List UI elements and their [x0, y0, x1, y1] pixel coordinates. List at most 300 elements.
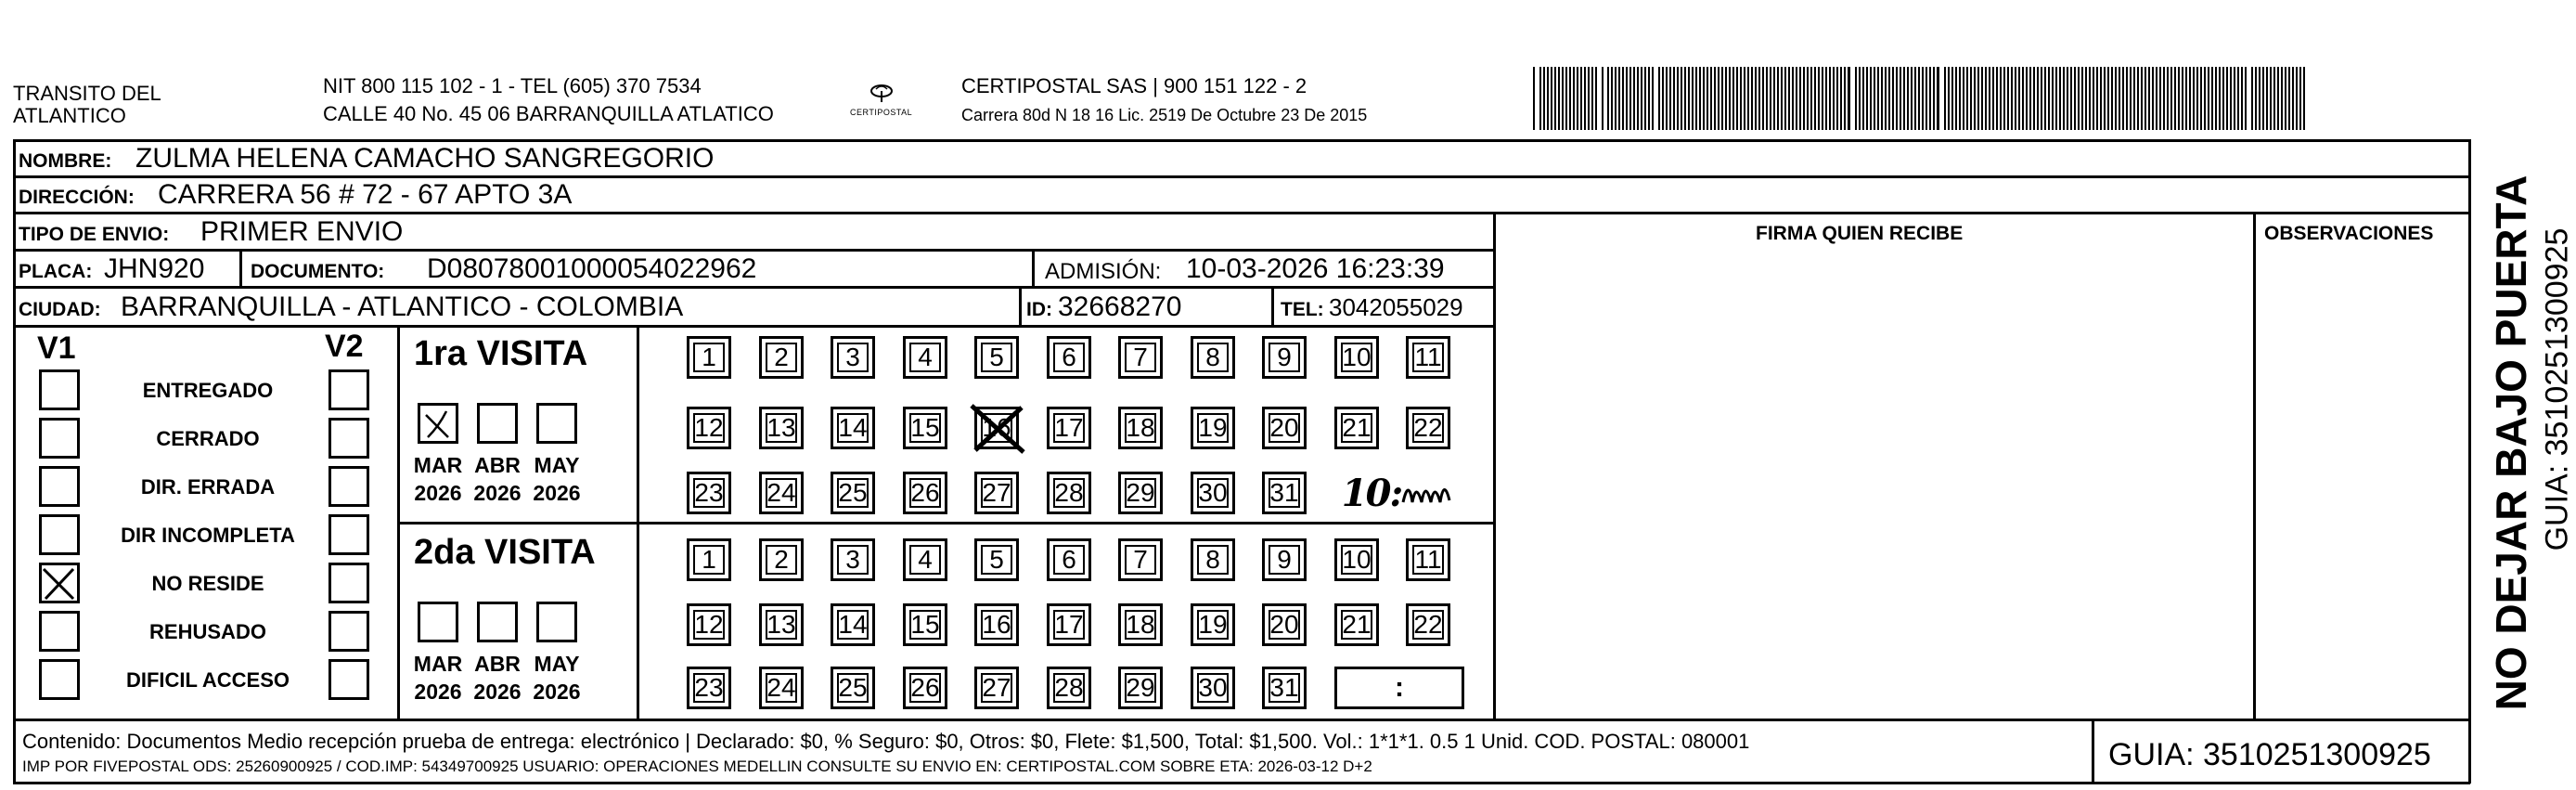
day-number: 11 — [1414, 545, 1442, 574]
v2-checkbox[interactable] — [328, 418, 369, 459]
barcode-bar — [2219, 67, 2221, 130]
month-year: 2026 — [533, 481, 581, 505]
barcode-bar — [1955, 67, 1957, 130]
barcode-bar — [2296, 67, 2298, 130]
barcode-bar — [2170, 67, 2172, 130]
barcode-bar — [1569, 67, 1571, 130]
barcode-bar — [1777, 67, 1779, 130]
barcode-bar — [1862, 67, 1864, 130]
first-visit-day-box[interactable] — [974, 336, 1019, 379]
day-number: 8 — [1205, 545, 1220, 574]
v1-checkbox[interactable] — [39, 369, 80, 410]
barcode-bar — [1584, 67, 1586, 130]
barcode-bar — [1580, 67, 1582, 130]
barcode-bar — [1963, 67, 1964, 130]
first-visit-day-box[interactable] — [1406, 407, 1450, 449]
handwriting-scribble — [1401, 474, 1457, 512]
barcode-bar — [1773, 67, 1775, 130]
second-visit-day-box[interactable] — [1191, 667, 1235, 709]
first-visit-day-box[interactable] — [687, 336, 731, 379]
barcode-bar — [2237, 67, 2239, 130]
first-visit-day-box[interactable] — [1047, 407, 1091, 449]
divider-firma-left — [1493, 212, 1496, 720]
first-visit-day-box[interactable] — [1047, 336, 1091, 379]
barcode-bar — [1652, 67, 1654, 130]
barcode-bar — [1755, 67, 1757, 130]
barcode-bar — [1985, 67, 1987, 130]
barcode-bar — [2130, 67, 2132, 130]
second-visit-day-box[interactable] — [1118, 667, 1163, 709]
month-year: 2026 — [533, 680, 581, 704]
barcode-bar — [1829, 67, 1831, 130]
barcode-bar — [1539, 67, 1541, 130]
barcode-bar — [2133, 67, 2135, 130]
day-number: 24 — [766, 478, 796, 507]
barcode-bar — [1718, 67, 1719, 130]
v2-checkbox[interactable] — [328, 659, 369, 700]
company-name-line2: ATLANTICO — [13, 104, 126, 127]
placa-value: JHN920 — [104, 253, 205, 284]
second-visit-day-box[interactable] — [831, 667, 875, 709]
barcode-bar — [2141, 67, 2143, 130]
barcode-bar — [1937, 67, 1939, 130]
day-number: 4 — [918, 343, 933, 371]
v1-checkbox[interactable] — [39, 514, 80, 555]
second-visit-day-box[interactable] — [1047, 667, 1091, 709]
first-visit-month-checkbox[interactable] — [418, 403, 458, 444]
day-number: 10 — [1342, 343, 1372, 371]
barcode-bar — [1888, 67, 1890, 130]
barcode-bar — [1770, 67, 1771, 130]
barcode-bar — [1848, 67, 1850, 130]
barcode-bar — [1641, 67, 1642, 130]
barcode-bar — [1602, 67, 1604, 130]
barcode-bar — [1866, 67, 1868, 130]
barcode-bar — [2033, 67, 2035, 130]
time-text: 10: — [1341, 471, 1402, 515]
barcode-bar — [2107, 67, 2109, 130]
barcode-bar — [1818, 67, 1820, 130]
day-number: 14 — [838, 413, 868, 442]
first-visit-day-box[interactable] — [1118, 336, 1163, 379]
second-visit-day-box[interactable] — [687, 538, 731, 581]
barcode-bar — [1577, 67, 1578, 130]
direccion-value: CARRERA 56 # 72 - 67 APTO 3A — [158, 179, 573, 210]
second-visit-day-box[interactable] — [1191, 538, 1235, 581]
barcode-bar — [1844, 67, 1846, 130]
first-visit-day-box[interactable] — [1191, 407, 1235, 449]
first-visit-day-box[interactable] — [759, 336, 804, 379]
first-visit-day-box[interactable] — [1191, 472, 1235, 514]
divider-tel — [1271, 286, 1274, 327]
barcode-bar — [2055, 67, 2057, 130]
barcode-bar — [1836, 67, 1838, 130]
barcode-bar — [1807, 67, 1809, 130]
first-visit-day-box[interactable] — [1334, 336, 1379, 379]
v1-checkbox[interactable] — [39, 611, 80, 652]
day-number: 8 — [1205, 343, 1220, 371]
barcode-bar — [1562, 67, 1564, 130]
day-number: 25 — [838, 478, 868, 507]
day-number: 4 — [918, 545, 933, 574]
barcode-bar — [1714, 67, 1716, 130]
barcode-bar — [1810, 67, 1812, 130]
barcode-bar — [1911, 67, 1913, 130]
first-visit-day-box[interactable] — [974, 407, 1019, 449]
day-number: 1 — [702, 545, 716, 574]
barcode-bar — [2137, 67, 2139, 130]
second-visit-day-box[interactable] — [903, 538, 947, 581]
barcode-bar — [2048, 67, 2050, 130]
company-name-line1: TRANSITO DEL — [13, 82, 161, 105]
barcode-bar — [1721, 67, 1723, 130]
logo-icon — [835, 78, 928, 124]
second-visit-day-box[interactable] — [903, 603, 947, 646]
second-visit-day-box[interactable] — [759, 603, 804, 646]
barcode-bar — [2052, 67, 2054, 130]
barcode-bar — [2226, 67, 2228, 130]
barcode-bar — [2041, 67, 2042, 130]
barcode-bar — [2119, 67, 2120, 130]
first-visit-day-box[interactable] — [1262, 336, 1307, 379]
second-visit-day-box[interactable] — [1118, 538, 1163, 581]
second-visit-day-box[interactable] — [1191, 603, 1235, 646]
day-number: 28 — [1054, 673, 1084, 702]
documento-value: D08078001000054022962 — [427, 253, 757, 284]
day-number: 17 — [1054, 610, 1084, 639]
barcode-bar — [2104, 67, 2106, 130]
barcode-bar — [2152, 67, 2154, 130]
second-visit-day-box[interactable] — [1047, 603, 1091, 646]
barcode-bar — [1799, 67, 1801, 130]
barcode-bar — [1833, 67, 1835, 130]
form-left-border — [13, 139, 16, 784]
barcode-bar — [1692, 67, 1694, 130]
day-number: 23 — [694, 478, 724, 507]
barcode-bar — [2277, 67, 2279, 130]
day-number: 7 — [1133, 545, 1148, 574]
day-number: 18 — [1126, 610, 1155, 639]
second-visit-day-box[interactable] — [1262, 538, 1307, 581]
second-visit-month-checkbox[interactable] — [418, 602, 458, 642]
barcode-bar — [1615, 67, 1616, 130]
barcode-bar — [1944, 67, 1946, 130]
barcode-bar — [1703, 67, 1705, 130]
barcode-bar — [1747, 67, 1749, 130]
barcode-bar — [1903, 67, 1905, 130]
month-name: ABR — [474, 453, 521, 477]
barcode-bar — [1658, 67, 1660, 130]
v2-checkbox[interactable] — [328, 611, 369, 652]
day-number: 11 — [1414, 343, 1442, 371]
first-visit-day-box[interactable] — [831, 336, 875, 379]
second-visit-day-box[interactable] — [1118, 603, 1163, 646]
second-visit-day-box[interactable] — [1047, 538, 1091, 581]
row-line-1 — [13, 175, 2470, 178]
barcode-bar — [1792, 67, 1794, 130]
v1-checkbox[interactable] — [39, 659, 80, 700]
day-number: 3 — [845, 545, 860, 574]
barcode-bar — [1922, 67, 1924, 130]
barcode-bar — [2096, 67, 2098, 130]
second-visit-day-box[interactable] — [831, 603, 875, 646]
second-visit-day-box[interactable] — [974, 603, 1019, 646]
day-number: 15 — [910, 413, 940, 442]
day-number: 28 — [1054, 478, 1084, 507]
day-number: 30 — [1198, 673, 1228, 702]
first-visit-month-label — [408, 451, 468, 507]
barcode-bar — [1870, 67, 1872, 130]
barcode-bar — [2167, 67, 2169, 130]
first-visit-day-box[interactable] — [1191, 336, 1235, 379]
second-visit-month-checkbox[interactable] — [536, 602, 577, 642]
v2-checkbox[interactable] — [328, 466, 369, 507]
day-number: 26 — [910, 478, 940, 507]
barcode-bar — [1554, 67, 1556, 130]
day-number: 31 — [1269, 673, 1299, 702]
day-number: 21 — [1342, 610, 1372, 639]
day-number: 5 — [989, 343, 1004, 371]
barcode-bar — [1662, 67, 1664, 130]
barcode-bar — [2255, 67, 2257, 130]
barcode-bar — [1673, 67, 1675, 130]
v1-checkbox[interactable] — [39, 418, 80, 459]
certipostal-line: CERTIPOSTAL SAS | 900 151 122 - 2 — [961, 74, 1307, 97]
barcode-bar — [2000, 67, 2002, 130]
barcode-bar — [1781, 67, 1783, 130]
second-visit-day-box[interactable] — [1334, 603, 1379, 646]
first-visit-day-box[interactable] — [974, 472, 1019, 514]
first-visit-title: 1ra VISITA — [414, 334, 588, 373]
first-visit-day-box[interactable] — [903, 407, 947, 449]
first-visit-day-box[interactable] — [1118, 407, 1163, 449]
barcode-bar — [2299, 67, 2301, 130]
barcode-bar — [1926, 67, 1927, 130]
first-visit-day-box[interactable] — [687, 407, 731, 449]
barcode-bar — [2100, 67, 2102, 130]
barcode-bar — [1933, 67, 1935, 130]
second-visit-day-box[interactable] — [1262, 603, 1307, 646]
barcode-bar — [2126, 67, 2128, 130]
barcode-bar — [1877, 67, 1879, 130]
row-line-2 — [13, 212, 2470, 214]
barcode-bar — [2022, 67, 2024, 130]
day-number: 12 — [694, 610, 724, 639]
barcode-bar — [1784, 67, 1786, 130]
barcode-bar — [2182, 67, 2183, 130]
first-visit-month-checkbox[interactable] — [477, 403, 518, 444]
first-visit-day-box[interactable] — [759, 407, 804, 449]
first-visit-day-box[interactable] — [831, 407, 875, 449]
barcode-bar — [1633, 67, 1635, 130]
first-visit-day-box[interactable] — [1334, 407, 1379, 449]
barcode-bar — [2200, 67, 2202, 130]
v2-checkbox[interactable] — [328, 369, 369, 410]
first-visit-month-label — [468, 451, 527, 507]
footer-imp: IMP POR FIVEPOSTAL ODS: 25260900925 / COD.IMP: 54349700925 USUARIO: OPERACIONES MEDELLIN CONSULTE SU ENVIO EN: CERTIPOSTAL.COM SOBRE ETA: 2026-03-12 D+2 — [22, 758, 1372, 775]
second-visit-day-box[interactable] — [1262, 667, 1307, 709]
first-visit-day-box[interactable] — [1406, 336, 1450, 379]
tipo-envio-label: TIPO DE ENVIO: — [19, 224, 170, 245]
second-visit-day-box[interactable] — [687, 603, 731, 646]
first-visit-day-box[interactable] — [831, 472, 875, 514]
barcode-bar — [1729, 67, 1731, 130]
barcode-bar — [1725, 67, 1727, 130]
second-visit-month-label — [527, 650, 586, 706]
day-number: 9 — [1277, 545, 1292, 574]
day-number: 29 — [1126, 478, 1155, 507]
barcode-bar — [2303, 67, 2305, 130]
id-value: 32668270 — [1058, 291, 1182, 322]
month-year: 2026 — [473, 680, 522, 704]
license-line: Carrera 80d N 18 16 Lic. 2519 De Octubre 23 De 2015 — [961, 106, 1368, 124]
second-visit-day-box[interactable] — [1406, 538, 1450, 581]
status-label: DIR. ERRADA — [140, 475, 276, 499]
status-label: CERRADO — [156, 427, 260, 450]
barcode-bar — [2185, 67, 2187, 130]
month-name: ABR — [474, 652, 521, 676]
second-visit-day-box[interactable] — [974, 667, 1019, 709]
barcode-bar — [1803, 67, 1805, 130]
barcode-bar — [1666, 67, 1668, 130]
first-visit-day-box[interactable] — [1262, 472, 1307, 514]
barcode-bar — [2156, 67, 2157, 130]
nombre-value: ZULMA HELENA CAMACHO SANGREGORIO — [135, 143, 715, 174]
barcode-bar — [1573, 67, 1575, 130]
first-visit-day-box[interactable] — [903, 336, 947, 379]
barcode-bar — [1762, 67, 1764, 130]
second-visit-day-box[interactable] — [831, 538, 875, 581]
form-bottom-border — [13, 782, 2470, 784]
direccion-label: DIRECCIÓN: — [19, 187, 135, 208]
second-visit-day-box[interactable] — [759, 667, 804, 709]
day-number: 30 — [1198, 478, 1228, 507]
barcode-bar — [1699, 67, 1701, 130]
barcode-bar — [2145, 67, 2146, 130]
v2-checkbox[interactable] — [328, 563, 369, 603]
v1-checkbox[interactable] — [39, 466, 80, 507]
footer-guia: GUIA: 3510251300925 — [2108, 737, 2431, 772]
barcode-bar — [1618, 67, 1620, 130]
barcode-bar — [2266, 67, 2268, 130]
barcode-bar — [2193, 67, 2195, 130]
second-visit-day-box[interactable] — [759, 538, 804, 581]
barcode-bar — [2288, 67, 2290, 130]
first-visit-day-box[interactable] — [759, 472, 804, 514]
day-number: 19 — [1198, 413, 1228, 442]
day-number: 18 — [1126, 413, 1155, 442]
barcode-bar — [1970, 67, 1972, 130]
v1-checkbox[interactable] — [39, 563, 80, 603]
barcode-bar — [1547, 67, 1549, 130]
firma-header: FIRMA QUIEN RECIBE — [1756, 223, 1964, 244]
barcode-bar — [1840, 67, 1842, 130]
day-number: 25 — [838, 673, 868, 702]
barcode-bar — [2222, 67, 2224, 130]
status-label: DIFICIL ACCESO — [125, 668, 290, 692]
v2-checkbox[interactable] — [328, 514, 369, 555]
barcode-bar — [2215, 67, 2217, 130]
barcode-bar — [2007, 67, 2009, 130]
barcode-bar — [2011, 67, 2013, 130]
barcode-bar — [2251, 67, 2253, 130]
barcode-bar — [1881, 67, 1883, 130]
tel-value: 3042055029 — [1329, 293, 1463, 321]
barcode-bar — [1855, 67, 1857, 130]
check-mark-icon — [42, 565, 77, 601]
v1-header: V1 — [37, 330, 76, 366]
barcode-bar — [2111, 67, 2113, 130]
day-number: 15 — [910, 610, 940, 639]
barcode-bar — [1959, 67, 1961, 130]
barcode-bar — [1989, 67, 1990, 130]
day-number: 20 — [1269, 610, 1299, 639]
ciudad-label: CIUDAD: — [19, 299, 101, 320]
address-line: CALLE 40 No. 45 06 BARRANQUILLA ATLATICO — [323, 102, 774, 125]
day-number: 20 — [1269, 413, 1299, 442]
barcode-bar — [2189, 67, 2191, 130]
barcode-bar — [2044, 67, 2046, 130]
barcode-bar — [1814, 67, 1816, 130]
barcode-bar — [1766, 67, 1768, 130]
first-visit-day-box[interactable] — [687, 472, 731, 514]
barcode-bar — [2159, 67, 2161, 130]
barcode-bar — [1588, 67, 1590, 130]
barcode-bar — [2281, 67, 2283, 130]
month-year: 2026 — [414, 481, 462, 505]
placa-label: PLACA: — [19, 261, 93, 282]
second-visit-day-box[interactable] — [1334, 538, 1379, 581]
second-visit-day-box[interactable] — [687, 667, 731, 709]
row-line-3 — [13, 249, 1496, 252]
barcode-bar — [2208, 67, 2209, 130]
second-visit-day-box[interactable] — [1406, 603, 1450, 646]
barcode-bar — [2093, 67, 2094, 130]
barcode-bar — [1914, 67, 1916, 130]
barcode-bar — [1565, 67, 1567, 130]
side-vertical-block — [2474, 139, 2576, 784]
barcode-bar — [1892, 67, 1894, 130]
first-visit-time-field[interactable] — [1334, 472, 1464, 514]
second-visit-time-field[interactable]: : — [1334, 667, 1464, 709]
first-visit-day-box[interactable] — [1262, 407, 1307, 449]
barcode-bar — [1595, 67, 1597, 130]
cross-mark-icon — [968, 402, 1027, 456]
barcode-bar — [1629, 67, 1631, 130]
barcode-bar — [1669, 67, 1671, 130]
second-visit-month-checkbox[interactable] — [477, 602, 518, 642]
first-visit-month-checkbox[interactable] — [536, 403, 577, 444]
barcode-bar — [1996, 67, 1998, 130]
first-visit-day-box[interactable] — [1118, 472, 1163, 514]
day-number: 3 — [845, 343, 860, 371]
barcode-bar — [2230, 67, 2232, 130]
barcode-bar — [2148, 67, 2150, 130]
barcode-bar — [2074, 67, 2076, 130]
day-number: 17 — [1054, 413, 1084, 442]
barcode-bar — [2174, 67, 2176, 130]
second-visit-day-box[interactable] — [903, 667, 947, 709]
first-visit-day-box[interactable] — [903, 472, 947, 514]
first-visit-day-box[interactable] — [1047, 472, 1091, 514]
barcode-bar — [2063, 67, 2065, 130]
barcode-bar — [2089, 67, 2091, 130]
barcode-bar — [1859, 67, 1861, 130]
barcode-bar — [2285, 67, 2286, 130]
barcode-bar — [1981, 67, 1983, 130]
day-number: 5 — [989, 545, 1004, 574]
second-visit-day-box[interactable] — [974, 538, 1019, 581]
